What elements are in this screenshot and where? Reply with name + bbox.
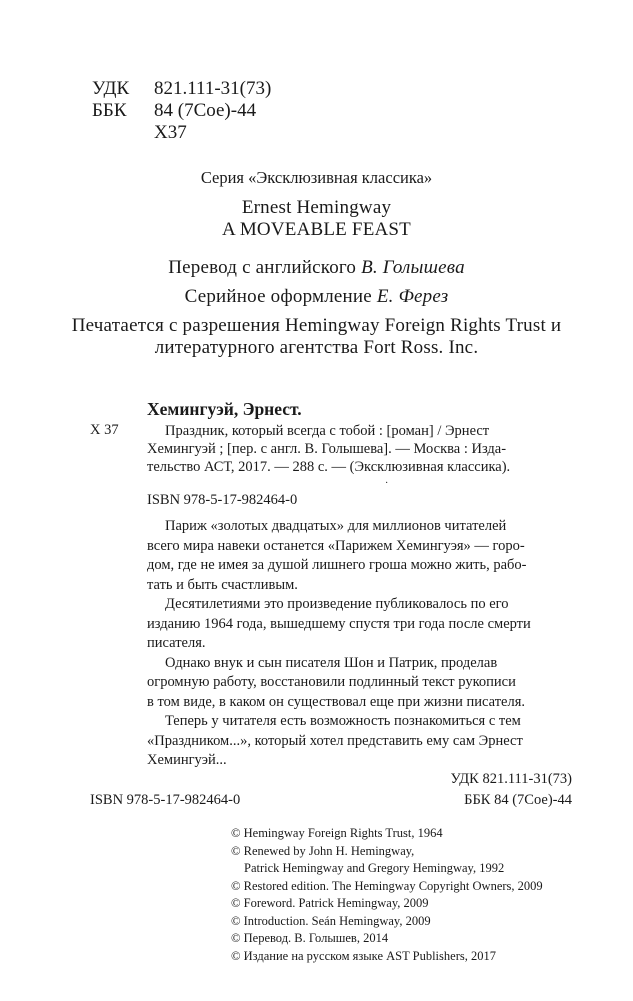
permission-line-1: Печатается с разрешения Hemingway Foreign Rights Trust и bbox=[71, 315, 562, 336]
annotation-paragraph bbox=[147, 595, 572, 654]
translation-prefix: Перевод с английского bbox=[168, 257, 357, 278]
annotation-paragraph bbox=[147, 517, 572, 595]
bib-record-line: Хемингуэй ; [пер. с англ. В. Голышева]. — Москва : Изда- bbox=[147, 441, 507, 457]
annotation-line: в том виде, в каком он существовал еще при жизни писателя. bbox=[147, 693, 526, 710]
permission-line-2: литературного агентства Fort Ross. Inc. bbox=[154, 337, 479, 358]
series-line: Серия «Эксклюзивная классика» bbox=[200, 168, 433, 187]
classification-codes bbox=[92, 78, 271, 144]
bib-record-line: Праздник, который всегда с тобой : [роман] / Эрнест bbox=[165, 423, 490, 439]
annotation bbox=[147, 517, 572, 771]
copyright-block bbox=[231, 825, 543, 965]
designer-name: Е. Ферез bbox=[376, 286, 449, 307]
annotation-line: писателя. bbox=[147, 635, 206, 651]
udk-row bbox=[92, 78, 271, 100]
udk-label: УДК bbox=[92, 78, 130, 99]
udk-value: 821.111-31(73) bbox=[154, 78, 272, 99]
annotation-line: изданию 1964 года, вышедшему спустя три года после смерти bbox=[147, 615, 531, 632]
annotation-line: Десятилетиями это произведение публиковалось по его bbox=[165, 596, 509, 612]
annotation-line: «Праздником...», который хотел представить ему сам Эрнест bbox=[147, 732, 523, 749]
bib-mark: Х 37 bbox=[90, 422, 119, 438]
bib-isbn: ISBN 978-5-17-982464-0 bbox=[147, 492, 298, 508]
copyright-line: © Перевод. В. Голышев, 2014 bbox=[231, 931, 389, 945]
separator-dot: · bbox=[385, 478, 389, 489]
annotation-line: дом, где не имея за душой лишнего гроша можно жить, рабо- bbox=[147, 557, 527, 573]
annotation-line: тать и быть счастливым. bbox=[147, 576, 298, 593]
copyright-line: © Foreword. Patrick Hemingway, 2009 bbox=[231, 896, 429, 910]
bib-record-line: тельство АСТ, 2017. — 288 с. — (Эксклюзивная классика). bbox=[147, 459, 511, 475]
design-credit bbox=[0, 286, 633, 308]
bbk-value: 84 (7Сое)-44 bbox=[154, 100, 257, 121]
annotation-line: Однако внук и сын писателя Шон и Патрик, проделав bbox=[165, 654, 498, 671]
footer-isbn: ISBN 978-5-17-982464-0 bbox=[90, 792, 241, 808]
annotation-paragraph bbox=[147, 654, 572, 713]
bib-author-heading: Хемингуэй, Эрнест. bbox=[147, 399, 302, 419]
copyright-line: © Restored edition. The Hemingway Copyright Owners, 2009 bbox=[231, 878, 543, 893]
copyright-line: © Renewed by John H. Hemingway, bbox=[231, 843, 415, 858]
footer-udk: УДК 821.111-31(73) bbox=[450, 771, 572, 787]
author-mark: Х37 bbox=[154, 122, 187, 143]
translation-credit bbox=[0, 257, 633, 279]
annotation-line: Париж «золотых двадцатых» для миллионов читателей bbox=[165, 518, 507, 534]
bbk-row bbox=[92, 100, 271, 122]
annotation-line: Хемингуэй... bbox=[147, 752, 227, 768]
design-prefix: Серийное оформление bbox=[184, 286, 372, 307]
annotation-line: Теперь у читателя есть возможность познакомиться с тем bbox=[165, 713, 521, 729]
footer-bbk: ББК 84 (7Сое)-44 bbox=[464, 792, 572, 808]
copyright-line: © Hemingway Foreign Rights Trust, 1964 bbox=[231, 826, 443, 840]
bib-record bbox=[147, 422, 567, 476]
copyright-line: © Introduction. Seán Hemingway, 2009 bbox=[231, 913, 431, 928]
copyright-line: Patrick Hemingway and Gregory Hemingway, 1992 bbox=[244, 861, 505, 875]
bbk-label: ББК bbox=[92, 100, 127, 121]
annotation-paragraph bbox=[147, 712, 572, 771]
annotation-line: огромную работу, восстановили подлинный текст рукописи bbox=[147, 674, 516, 690]
copyright-line: © Издание на русском языке AST Publishers, 2017 bbox=[231, 948, 496, 963]
annotation-line: всего мира навеки останется «Парижем Хемингуэя» — горо- bbox=[147, 537, 525, 554]
translator-name: В. Голышева bbox=[361, 257, 465, 278]
original-title: A MOVEABLE FEAST bbox=[222, 219, 411, 240]
original-author: Ernest Hemingway bbox=[241, 197, 392, 218]
